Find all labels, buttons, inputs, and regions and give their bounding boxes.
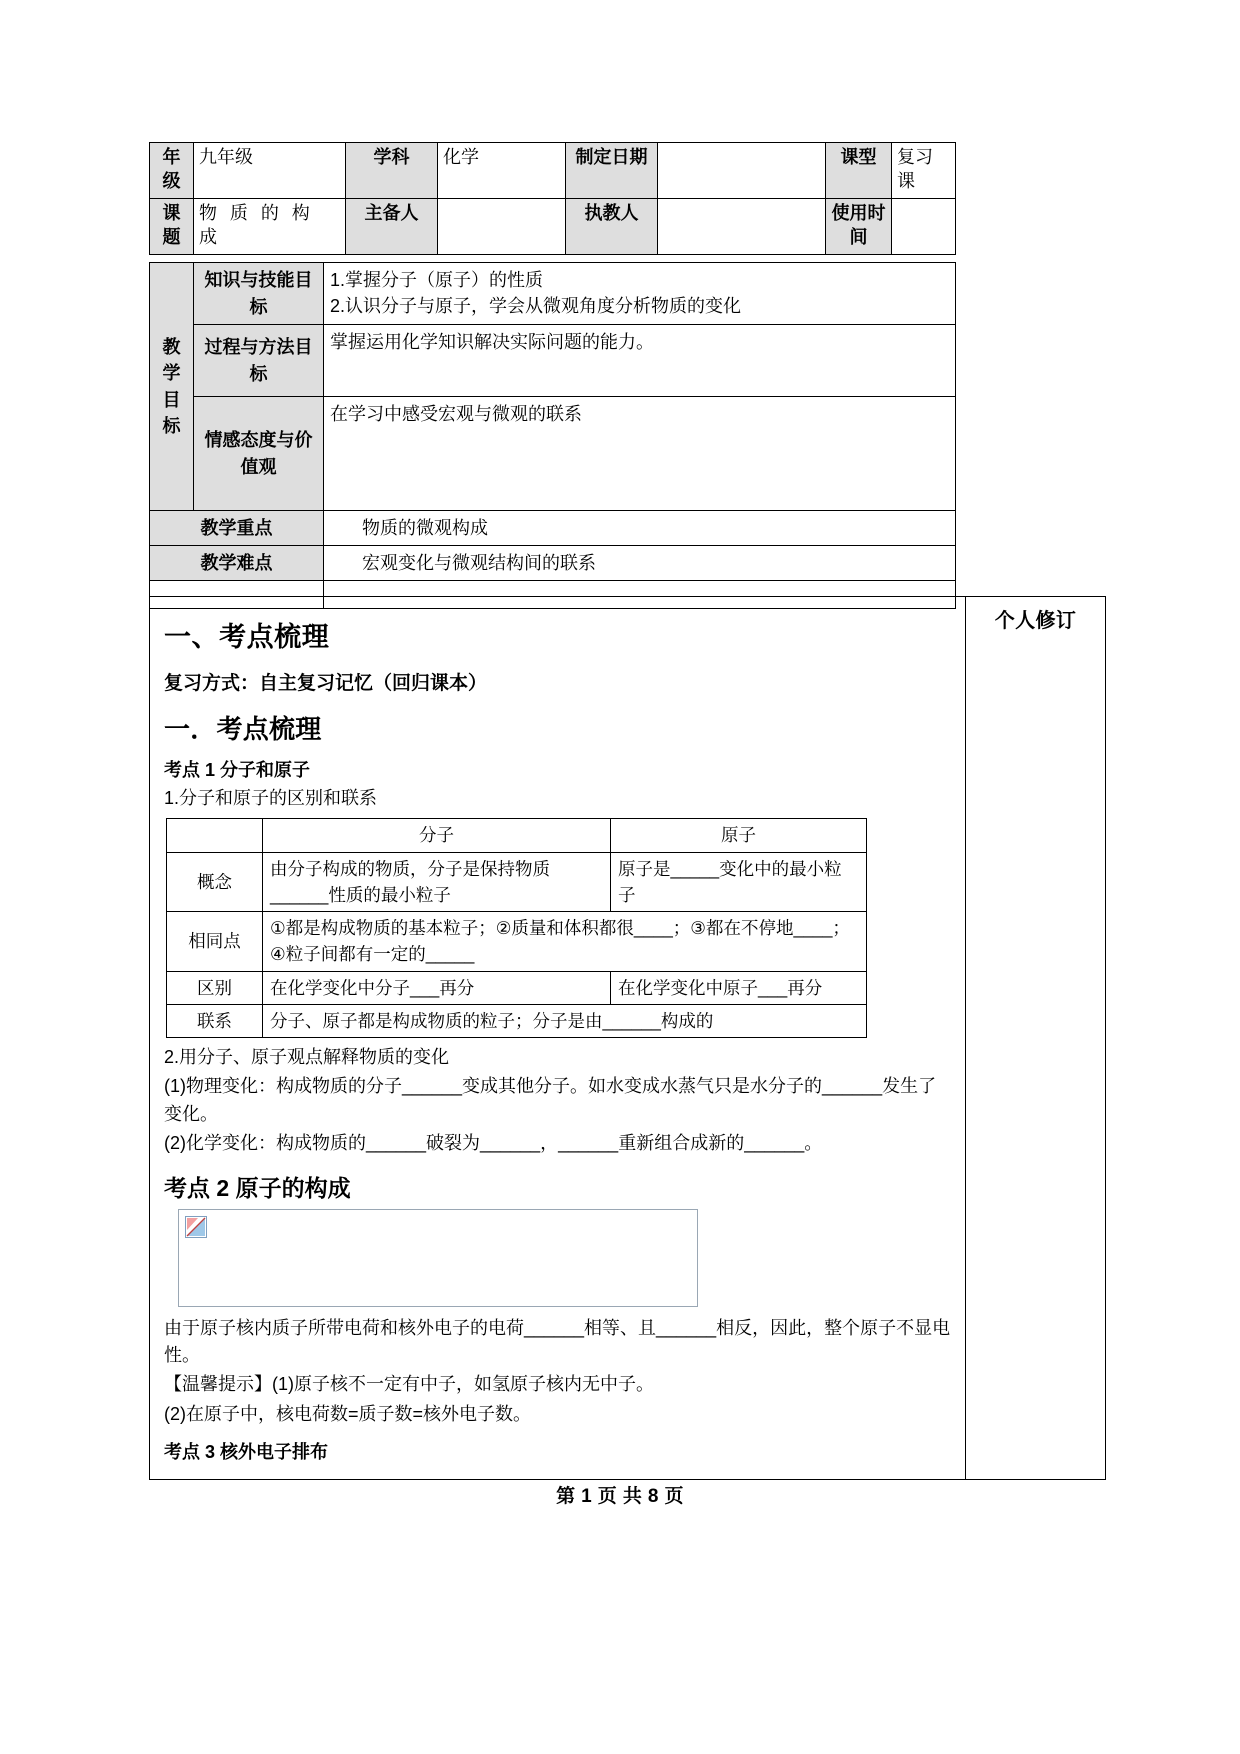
tip-line-1: 【温馨提示】(1)原子核不一定有中子，如氢原子核内无中子。 xyxy=(164,1374,654,1395)
subject-value: 化学 xyxy=(438,143,566,199)
objective-line: 2.认识分子与原子，学会从微观角度分析物质的变化 xyxy=(330,296,742,317)
row-label-differences: 区别 xyxy=(167,971,263,1004)
difficulty-label: 教学难点 xyxy=(150,546,324,581)
lesson-header-table xyxy=(149,142,956,255)
comparison-corner-cell xyxy=(167,819,263,852)
use-time-label: 使用时间 xyxy=(826,199,892,255)
knowledge-point-3-title: 考点 3 核外电子排布 xyxy=(164,1441,329,1462)
objective-category-process: 过程与方法目标 xyxy=(194,325,324,397)
table-row xyxy=(150,263,956,325)
knowledge-point-1-title: 考点 1 分子和原子 xyxy=(164,760,311,780)
key-point-label: 教学重点 xyxy=(150,511,324,546)
knowledge-point-1-item2: 2.用分子、原子观点解释物质的变化 xyxy=(164,1047,450,1068)
atom-structure-image-placeholder xyxy=(178,1209,698,1307)
date-value xyxy=(658,143,826,199)
table-row xyxy=(167,912,867,972)
lesson-type-label: 课型 xyxy=(826,143,892,199)
main-preparer-value xyxy=(438,199,566,255)
table-row xyxy=(150,325,956,397)
key-point-text: 物质的微观构成 xyxy=(324,511,956,546)
row-label-relation: 联系 xyxy=(167,1004,263,1037)
section-title-2: 一．考点梳理 xyxy=(164,714,322,744)
table-row xyxy=(167,852,867,912)
objectives-side-label: 教学目标 xyxy=(150,263,194,511)
objective-category-attitude: 情感态度与价值观 xyxy=(194,397,324,511)
teacher-value xyxy=(658,199,826,255)
objective-text-knowledge xyxy=(324,263,956,325)
table-row xyxy=(167,971,867,1004)
difference-atom: 在化学变化中原子___再分 xyxy=(611,971,867,1004)
knowledge-point-1-subtitle: 1.分子和原子的区别和联系 xyxy=(164,788,378,808)
personal-revision-title: 个人修订 xyxy=(994,610,1077,632)
objective-text-process xyxy=(324,325,956,397)
column-header-molecule: 分子 xyxy=(263,819,611,852)
table-row xyxy=(150,397,956,511)
objective-line: 掌握运用化学知识解决实际问题的能力。 xyxy=(330,332,654,352)
knowledge-point-2-title: 考点 2 原子的构成 xyxy=(164,1174,351,1201)
review-method-line: 复习方式：自主复习记忆（回归课本） xyxy=(164,673,488,694)
grade-label: 年级 xyxy=(150,143,194,199)
tip-line-2: (2)在原子中，核电荷数=质子数=核外电子数。 xyxy=(164,1403,532,1424)
use-time-value xyxy=(892,199,956,255)
topic-label: 课题 xyxy=(150,199,194,255)
difference-molecule: 在化学变化中分子___再分 xyxy=(263,971,611,1004)
date-label: 制定日期 xyxy=(566,143,658,199)
table-row xyxy=(150,597,1106,1480)
row-label-concept: 概念 xyxy=(167,852,263,912)
concept-atom: 原子是_____变化中的最小粒子 xyxy=(611,852,867,912)
personal-revision-cell xyxy=(966,597,1106,1480)
objective-category-knowledge: 知识与技能目标 xyxy=(194,263,324,325)
objective-line: 在学习中感受宏观与微观的联系 xyxy=(330,404,582,424)
teacher-label: 执教人 xyxy=(566,199,658,255)
table-row xyxy=(150,546,956,581)
table-row xyxy=(167,1004,867,1037)
main-preparer-label: 主备人 xyxy=(346,199,438,255)
table-row xyxy=(167,819,867,852)
section-title-1: 一、考点梳理 xyxy=(164,622,330,652)
atom-charge-explanation: 由于原子核内质子所带电荷和核外电子的电荷______相等、且______相反，因此，整个原子不显电性。 xyxy=(164,1317,951,1365)
page-footer: 第 1 页 共 8 页 xyxy=(556,1486,684,1507)
broken-image-icon xyxy=(185,1216,207,1238)
lesson-type-value: 复习课 xyxy=(892,143,956,199)
table-row xyxy=(150,143,956,199)
lesson-body-table xyxy=(149,596,1106,1480)
topic-value: 物 质 的 构 成 xyxy=(194,199,346,255)
lesson-body-cell xyxy=(150,597,966,1480)
difficulty-text: 宏观变化与微观结构间的联系 xyxy=(324,546,956,581)
physical-change-line: (1)物理变化：构成物质的分子______变成其他分子。如水变成水蒸气只是水分子的______发生了变化。 xyxy=(164,1076,937,1124)
column-header-atom: 原子 xyxy=(611,819,867,852)
table-row xyxy=(150,511,956,546)
objective-text-attitude xyxy=(324,397,956,511)
objective-line: 1.掌握分子（原子）的性质 xyxy=(330,270,544,290)
chemical-change-line: (2)化学变化：构成物质的______破裂为______，______重新组合成新的______。 xyxy=(164,1133,823,1154)
concept-molecule: 由分子构成的物质，分子是保持物质______性质的最小粒子 xyxy=(263,852,611,912)
subject-label: 学科 xyxy=(346,143,438,199)
table-row xyxy=(150,199,956,255)
grade-value: 九年级 xyxy=(194,143,346,199)
teaching-objectives-table xyxy=(149,262,956,609)
molecule-atom-comparison-table xyxy=(166,818,867,1038)
relation-text: 分子、原子都是构成物质的粒子；分子是由______构成的 xyxy=(263,1004,867,1037)
row-label-similarities: 相同点 xyxy=(167,912,263,972)
similarities-text: ①都是构成物质的基本粒子；②质量和体积都很____；③都在不停地____；④粒子间都有一定的_____ xyxy=(263,912,867,972)
